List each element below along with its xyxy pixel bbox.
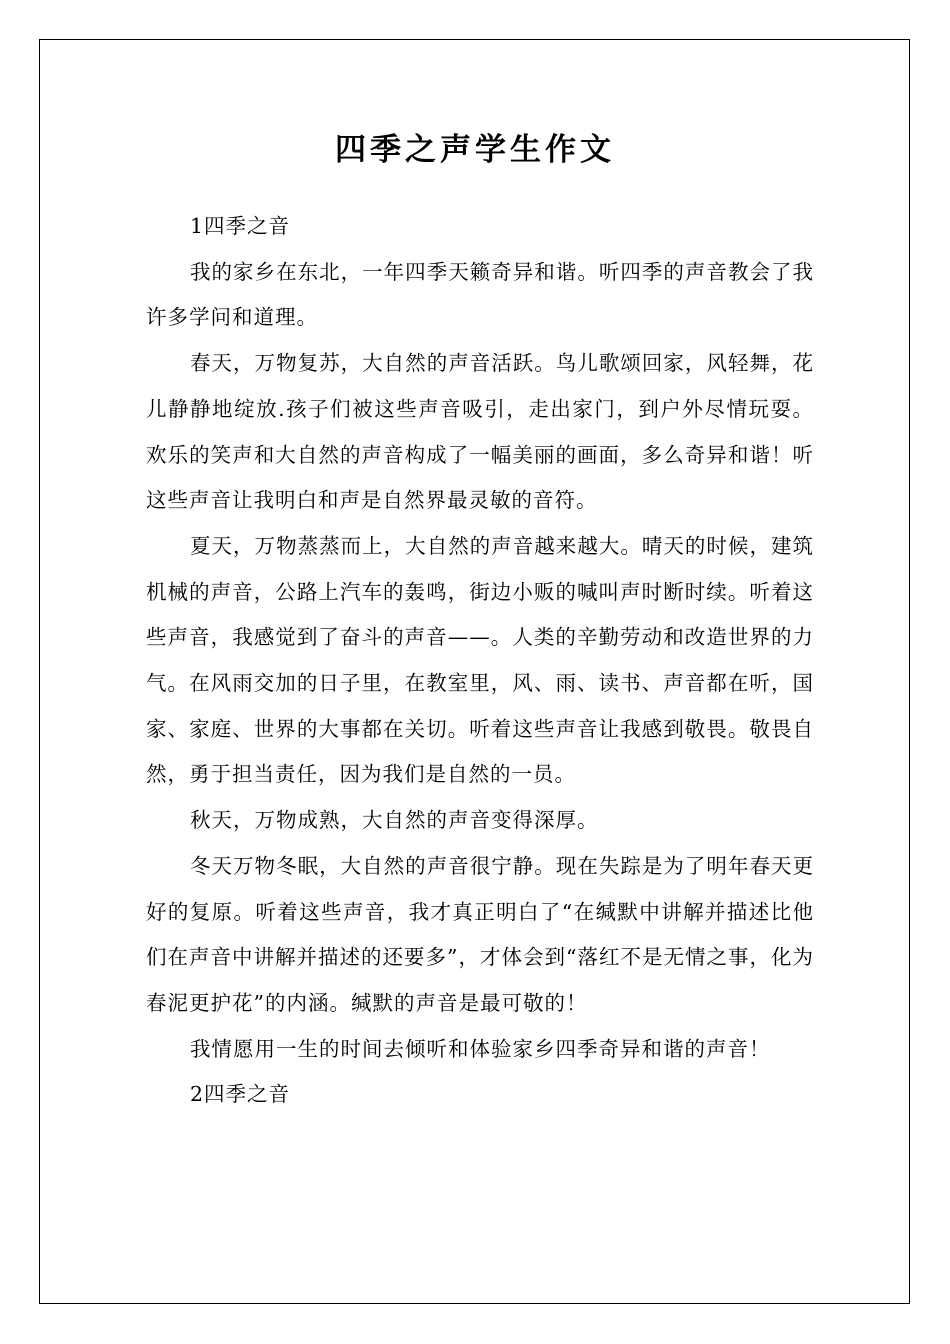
paragraph-spring: 春天，万物复苏，大自然的声音活跃。鸟儿歌颂回家，风轻舞，花儿静静地绽放.孩子们被这些声音吸引，走出家门，到户外尽情玩耍。欢乐的笑声和大自然的声音构成了一幅美丽的画面，多么奇异和谐！听这些声音让我明白和声是自然界最灵敏的音符。 bbox=[146, 351, 814, 513]
paragraph-intro: 我的家乡在东北，一年四季天籁奇异和谐。听四季的声音教会了我许多学问和道理。 bbox=[146, 259, 814, 330]
paragraph-summer: 夏天，万物蒸蒸而上，大自然的声音越来越大。晴天的时候，建筑机械的声音，公路上汽车的轰鸣，街边小贩的喊叫声时断时续。听着这些声音，我感觉到了奋斗的声音——。人类的辛勤劳动和改造世界的力气。在风雨交加的日子里，在教室里，风、雨、读书、声音都在听，国家、家庭、世界的大事都在关切。听着这些声音让我感到敬畏。敬畏自然，勇于担当责任，因为我们是自然的一员。 bbox=[146, 533, 814, 787]
document-title: 四季之声学生作文 bbox=[335, 132, 615, 168]
section-heading-2: 2四季之音 bbox=[190, 1082, 291, 1107]
document-body bbox=[146, 204, 814, 1118]
section-heading-1: 1四季之音 bbox=[190, 214, 291, 238]
paragraph-conclusion: 我情愿用一生的时间去倾听和体验家乡四季奇异和谐的声音！ bbox=[190, 1036, 771, 1061]
paragraph-winter: 冬天万物冬眠，大自然的声音很宁静。现在失踪是为了明年春天更好的复原。听着这些声音，我才真正明白了“在缄默中讲解并描述比他们在声音中讲解并描述的还要多”，才体会到“落红不是无情之事，化为春泥更护花”的内涵。缄默的声音是最可敬的！ bbox=[146, 853, 814, 1015]
paragraph-autumn: 秋天，万物成熟，大自然的声音变得深厚。 bbox=[190, 808, 599, 833]
